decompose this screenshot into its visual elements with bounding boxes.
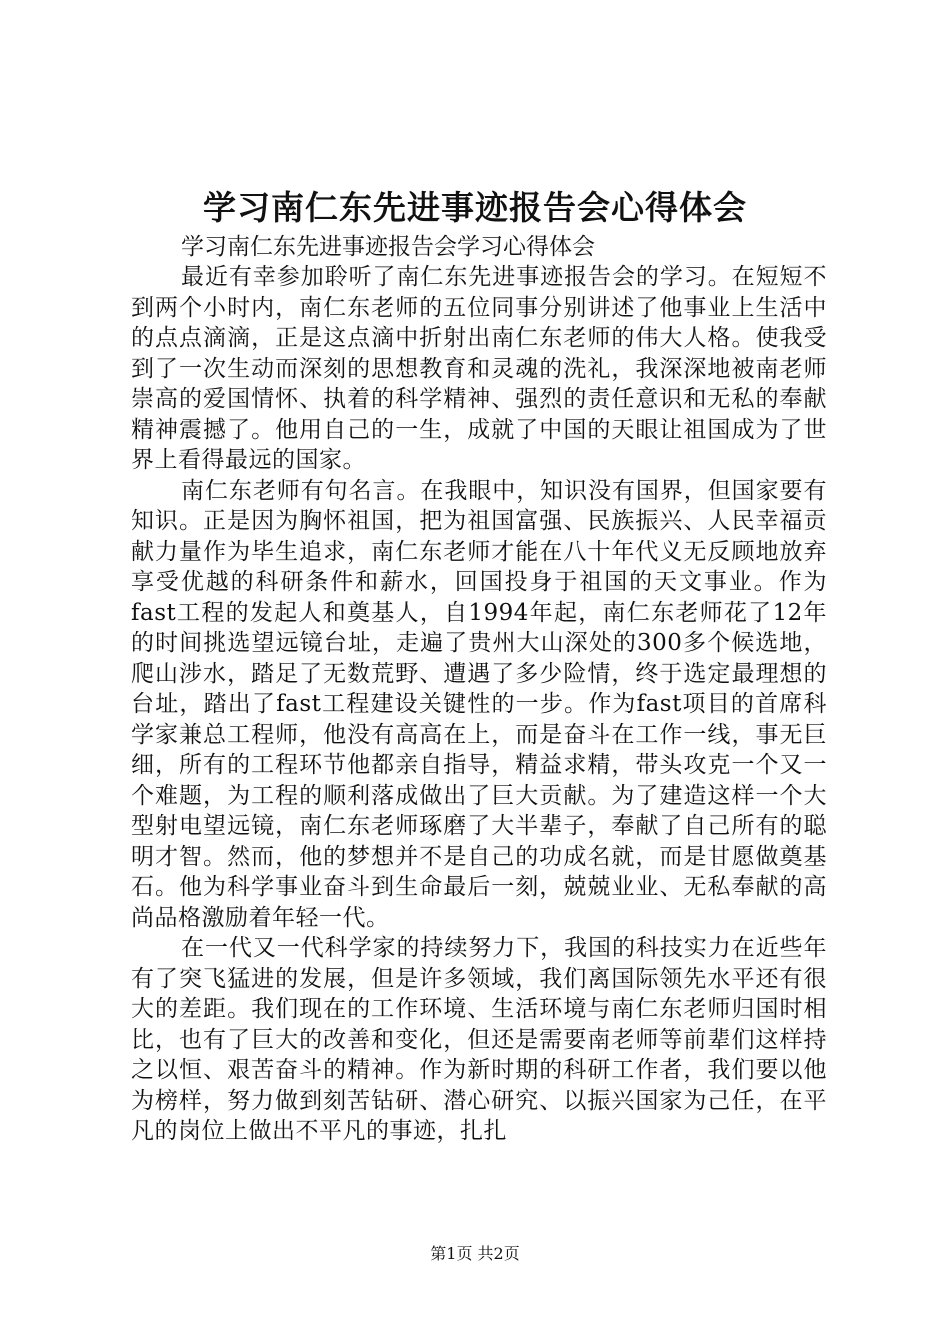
page-footer: 第1页 共2页 <box>430 1244 520 1263</box>
paragraph-3: 在一代又一代科学家的持续努力下，我国的科技实力在近些年有了突飞猛进的发展，但是许多领域，我们离国际领先水平还有很大的差距。我们现在的工作环境、生活环境与南仁东老师归国时相比，也有了巨大的改善和变化，但还是需要南老师等前辈们这样持之以恒、艰苦奋斗的精神。作为新时期的科研工作者，我们要以他为榜样，努力做到刻苦钻研、潜心研究、以振兴国家为己任，在平凡的岗位上做出不平凡的事迹，扎扎 <box>131 935 827 1144</box>
document-title: 学习南仁东先进事迹报告会心得体会 <box>203 188 747 227</box>
document-body <box>131 232 827 1147</box>
document-subtitle: 学习南仁东先进事迹报告会学习心得体会 <box>181 234 595 260</box>
paragraph-2: 南仁东老师有句名言。在我眼中，知识没有国界，但国家要有知识。正是因为胸怀祖国，把为祖国富强、民族振兴、人民幸福贡献力量作为毕生追求，南仁东老师才能在八十年代义无反顾地放弃享受优越的科研条件和薪水，回国投身于祖国的天文事业。作为fast工程的发起人和奠基人，自1994年起，南仁东老师花了12年的时间挑选望远镜台址，走遍了贵州大山深处的300多个候选地，爬山涉水，踏足了无数荒野、遭遇了多少险情，终于选定最理想的台址，踏出了fast工程建设关键性的一步。作为fast项目的首席科学家兼总工程师，他没有高高在上，而是奋斗在工作一线，事无巨细，所有的工程环节他都亲自指导，精益求精，带头攻克一个又一个难题，为工程的顺利落成做出了巨大贡献。为了建造这样一个大型射电望远镜，南仁东老师琢磨了大半辈子，奉献了自己所有的聪明才智。然而，他的梦想并不是自己的功成名就，而是甘愿做奠基石。他为科学事业奋斗到生命最后一刻，兢兢业业、无私奉献的高尚品格激励着年轻一代。 <box>131 477 827 931</box>
paragraph-1: 最近有幸参加聆听了南仁东先进事迹报告会的学习。在短短不到两个小时内，南仁东老师的五位同事分别讲述了他事业上生活中的点点滴滴，正是这点滴中折射出南仁东老师的伟大人格。使我受到了一次生动而深刻的思想教育和灵魂的洗礼，我深深地被南老师崇高的爱国情怀、执着的科学精神、强烈的责任意识和无私的奉献精神震撼了。他用自己的一生，成就了中国的天眼让祖国成为了世界上看得最远的国家。 <box>131 264 827 473</box>
